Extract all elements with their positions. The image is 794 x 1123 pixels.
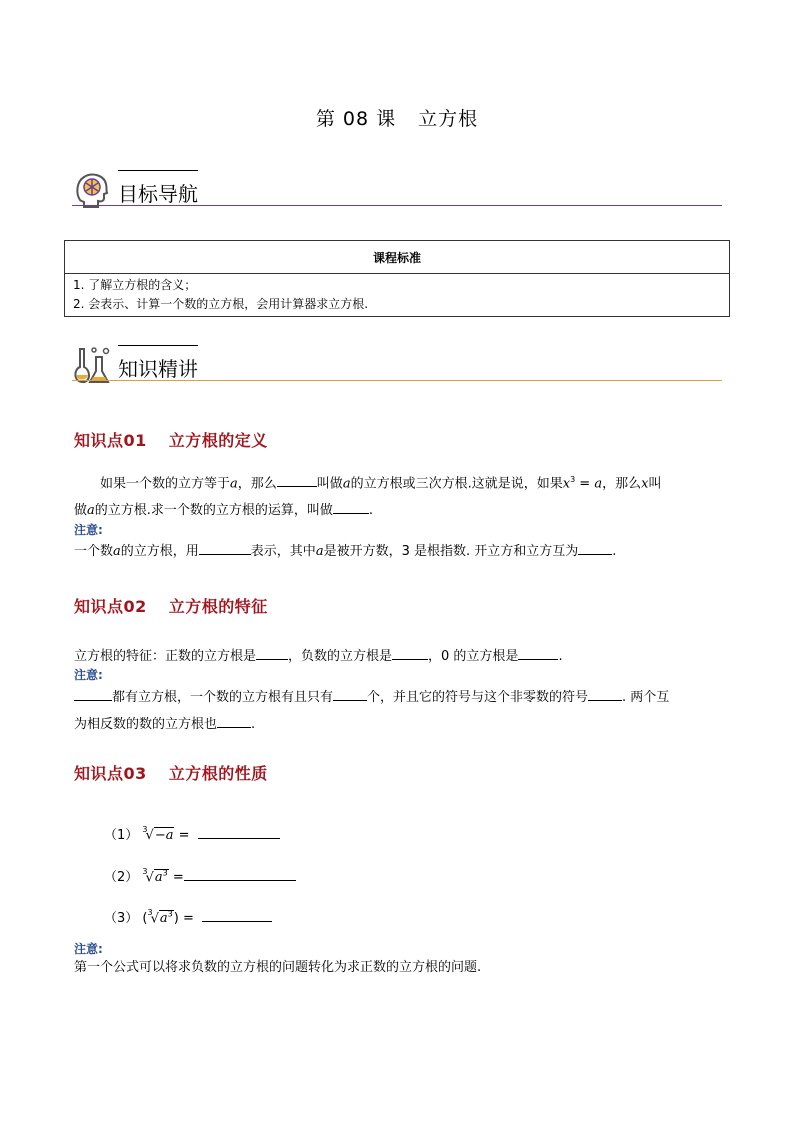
cube-root-expression: [148, 910, 174, 926]
equals: =: [575, 476, 595, 492]
kp2-heading: 立方根的特征: [168, 597, 268, 616]
kp2-note-line1: [74, 684, 724, 711]
var-a: a: [594, 476, 603, 492]
text: 一个数: [74, 544, 114, 559]
radical-sign-icon: √: [145, 870, 154, 885]
left-paren: (: [142, 911, 148, 926]
var-a: a: [342, 476, 351, 492]
text: ，那么: [237, 476, 277, 492]
fill-blank[interactable]: [202, 907, 272, 922]
kp2-title: [74, 594, 268, 617]
text: 如果一个数的立方等于: [100, 476, 231, 492]
formula-3: [104, 907, 272, 926]
lesson-number: 第 08 课: [315, 108, 397, 130]
var-a: a: [154, 870, 163, 885]
section-knowledge-header: [72, 345, 722, 385]
var-a: a: [113, 544, 121, 559]
kp1-note-label: 注意:: [74, 523, 103, 537]
formula-label: （2）: [104, 870, 139, 885]
cube-root-expression: [142, 869, 168, 885]
kp1-number: 知识点01: [74, 431, 147, 450]
kp3-heading: 立方根的性质: [168, 764, 268, 783]
fill-blank[interactable]: [277, 472, 317, 487]
kp3-note-text: 第一个公式可以将求负数的立方根的问题转化为求正数的立方根的问题.: [74, 960, 482, 975]
text: 的立方根.求一个数的立方根的运算，叫做: [94, 503, 333, 519]
kp3-title: [74, 761, 268, 784]
formula-label: （3）: [104, 911, 139, 926]
section-knowledge-overline: [118, 345, 198, 346]
text: .: [612, 544, 617, 559]
kp3-number: 知识点03: [74, 764, 147, 783]
cube-root-expression: [142, 825, 174, 843]
var-x: x: [641, 476, 649, 492]
exponent: 3: [162, 868, 168, 878]
text: 叫做: [316, 476, 343, 492]
fill-blank[interactable]: [578, 540, 612, 555]
kp2-note-text: [74, 684, 724, 738]
text: 个，并且它的符号与这个非零数的符号: [367, 690, 589, 705]
fill-blank[interactable]: [333, 686, 367, 701]
minus: −: [154, 828, 166, 843]
standards-table-body: [65, 274, 730, 317]
equals: =: [178, 828, 190, 843]
text: 表示，其中: [250, 544, 316, 559]
kp1-line1: [74, 466, 724, 497]
exponent: 3: [570, 475, 576, 484]
exponent: 3: [167, 909, 173, 919]
fill-blank[interactable]: [333, 499, 369, 514]
section-goal-overline: [118, 170, 198, 171]
fill-blank[interactable]: [184, 866, 296, 881]
text: 的立方根，用: [120, 544, 199, 559]
section-goal-label: 目标导航: [118, 182, 198, 206]
root-index: 3: [142, 825, 148, 834]
kp2-feature: [74, 643, 724, 670]
fill-blank[interactable]: [392, 645, 428, 660]
radicand: [159, 910, 174, 926]
radical-sign-icon: √: [145, 828, 154, 843]
fill-blank[interactable]: [588, 686, 622, 701]
head-brain-icon: [72, 170, 112, 210]
section-goal-header: [72, 170, 722, 210]
radicand: [154, 827, 175, 843]
kp1-title: [74, 428, 268, 451]
standards-table-header: 课程标准: [65, 241, 730, 274]
fill-blank[interactable]: [256, 645, 288, 660]
text: 都有立方根，一个数的立方根有且只有: [112, 690, 334, 705]
text: 为相反数的数的立方根也: [74, 717, 218, 732]
text: ，那么: [602, 476, 642, 492]
kp2-note-line2: [74, 711, 724, 738]
radical-sign-icon: √: [150, 911, 159, 926]
kp1-definition: [74, 466, 724, 524]
kp1-line2: [74, 497, 724, 524]
text: .: [368, 503, 374, 519]
lesson-topic: 立方根: [418, 108, 479, 130]
text: 叫: [648, 476, 662, 492]
page-title: [0, 104, 794, 131]
root-index: 3: [147, 908, 153, 917]
kp3-note-label: 注意:: [74, 942, 103, 956]
kp1-heading: 立方根的定义: [168, 431, 268, 450]
fill-blank[interactable]: [199, 540, 251, 555]
formula-label: （1）: [104, 828, 139, 843]
text: 的立方根或三次方根.这就是说，如果: [350, 476, 563, 492]
var-x: x: [562, 476, 571, 492]
section-goal-rule: [72, 205, 722, 206]
kp2-number: 知识点02: [74, 597, 147, 616]
right-paren: ): [173, 911, 179, 926]
root-index: 3: [142, 867, 148, 876]
formula-1: [104, 824, 280, 843]
var-a: a: [159, 911, 168, 926]
text: 立方根的特征：正数的立方根是: [74, 649, 257, 664]
standards-item: 2. 会表示、计算一个数的立方根，会用计算器求立方根.: [73, 297, 369, 311]
formula-2: [104, 866, 296, 885]
text: 做: [74, 503, 88, 519]
radicand: [154, 869, 169, 885]
text: 是被开方数，3 是根指数. 开立方和立方互为: [323, 544, 579, 559]
fill-blank[interactable]: [518, 645, 558, 660]
var-a: a: [165, 828, 174, 843]
equals: =: [172, 870, 184, 885]
fill-blank[interactable]: [198, 824, 280, 839]
var-a: a: [87, 503, 95, 519]
section-knowledge-label: 知识精讲: [118, 357, 198, 381]
var-a: a: [315, 544, 324, 559]
text: ，0 的立方根是: [428, 649, 519, 664]
standards-item: 1. 了解立方根的含义；: [73, 278, 197, 292]
kp2-note-label: 注意:: [74, 668, 103, 682]
text: .: [558, 649, 563, 664]
text: ，负数的立方根是: [288, 649, 393, 664]
fill-blank[interactable]: [217, 713, 251, 728]
equals: =: [182, 911, 194, 926]
text: .: [251, 717, 256, 732]
kp1-note-text: [74, 538, 724, 565]
standards-table: [64, 240, 730, 317]
section-knowledge-rule: [72, 380, 722, 381]
lab-flask-icon: [72, 345, 112, 385]
text: . 两个互: [622, 690, 670, 705]
var-a: a: [230, 476, 238, 492]
fill-blank[interactable]: [74, 686, 112, 701]
